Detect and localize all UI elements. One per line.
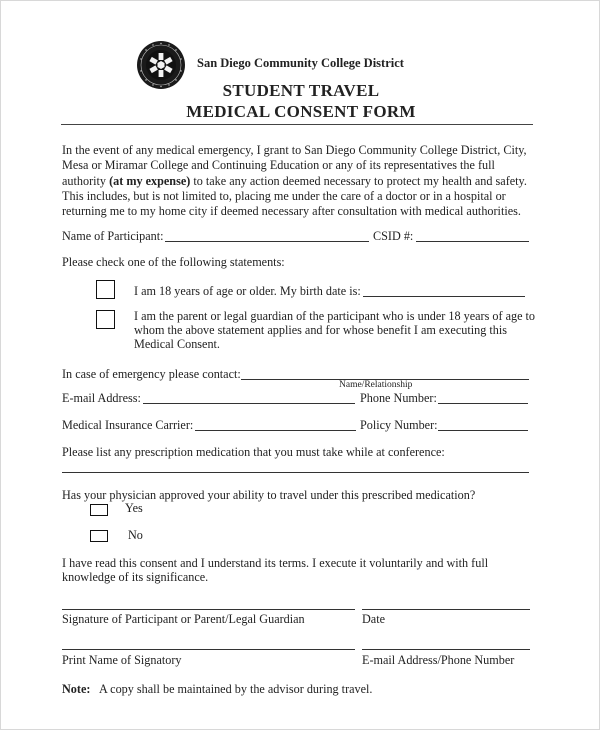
- insurance-carrier-label: Medical Insurance Carrier:: [62, 418, 194, 432]
- date-field[interactable]: [362, 609, 530, 610]
- note-label: Note:: [62, 682, 91, 696]
- form-title-line2: MEDICAL CONSENT FORM: [186, 102, 416, 121]
- csid-field[interactable]: [416, 241, 529, 242]
- emergency-contact-label: In case of emergency please contact:: [62, 367, 241, 381]
- intro-text: authority: [62, 173, 110, 188]
- note-text: A copy shall be maintained by the advisor during travel.: [99, 682, 373, 696]
- adult-statement-label: I am 18 years of age or older. My birth date is:: [134, 284, 361, 298]
- email-field[interactable]: [143, 403, 355, 404]
- intro-line: Mesa or Miramar College and Continuing Education or any of its representatives the full: [62, 158, 495, 173]
- policy-number-label: Policy Number:: [360, 418, 438, 432]
- print-name-field[interactable]: [62, 649, 355, 650]
- form-title-line1: STUDENT TRAVEL: [222, 81, 380, 100]
- name-relationship-caption: Name/Relationship: [339, 380, 413, 390]
- signatory-contact-field[interactable]: [362, 649, 530, 650]
- adult-checkbox[interactable]: [96, 280, 115, 299]
- guardian-statement-line: Medical Consent.: [134, 337, 220, 351]
- insurance-carrier-field[interactable]: [195, 430, 356, 431]
- physician-approval-question: Has your physician approved your ability to travel under this prescribed medication?: [62, 488, 476, 502]
- statements-prompt: Please check one of the following statements:: [62, 255, 285, 269]
- consent-line: knowledge of its significance.: [62, 570, 209, 584]
- phone-field[interactable]: [438, 403, 528, 404]
- date-caption: Date: [362, 612, 386, 626]
- signature-field[interactable]: [62, 609, 355, 610]
- participant-name-field[interactable]: [165, 241, 369, 242]
- medication-prompt: Please list any prescription medication that you must take while at conference:: [62, 445, 445, 459]
- intro-line: This includes, but is not limited to, placing me under the care of a doctor or in a hospital or: [62, 188, 506, 203]
- approval-yes-label: Yes: [125, 501, 143, 515]
- consent-line: I have read this consent and I understand its terms. I execute it voluntarily and with full: [62, 556, 489, 570]
- birth-date-field[interactable]: [363, 296, 525, 297]
- expense-emphasis: (at my expense): [109, 173, 191, 188]
- approval-yes-checkbox[interactable]: [90, 504, 108, 516]
- intro-line: In the event of any medical emergency, I grant to San Diego Community College District, City,: [62, 143, 527, 157]
- guardian-statement-line: whom the above statement applies and for whose benefit I am executing this: [134, 323, 507, 337]
- csid-label: CSID #:: [373, 229, 414, 243]
- participant-name-label: Name of Participant:: [62, 229, 164, 243]
- approval-no-checkbox[interactable]: [90, 530, 108, 542]
- district-name: San Diego Community College District: [197, 56, 404, 70]
- intro-paragraph: [62, 143, 542, 219]
- guardian-checkbox[interactable]: [96, 310, 115, 329]
- signatory-contact-caption: E-mail Address/Phone Number: [362, 653, 515, 667]
- signature-caption: Signature of Participant or Parent/Legal Guardian: [62, 612, 305, 626]
- approval-no-label: No: [128, 528, 143, 542]
- phone-label: Phone Number:: [360, 391, 437, 405]
- intro-line: [62, 174, 542, 189]
- intro-text: to take any action deemed necessary to protect my health and safety.: [190, 173, 527, 188]
- policy-number-field[interactable]: [438, 430, 528, 431]
- medication-field[interactable]: [62, 472, 529, 473]
- title-divider: [61, 124, 533, 125]
- email-label: E-mail Address:: [62, 391, 141, 405]
- print-name-caption: Print Name of Signatory: [62, 653, 182, 667]
- guardian-statement-line: I am the parent or legal guardian of the participant who is under 18 years of age to: [134, 309, 536, 323]
- intro-line: returning me to my home city if deemed necessary after consultation with medical authorities.: [62, 204, 521, 219]
